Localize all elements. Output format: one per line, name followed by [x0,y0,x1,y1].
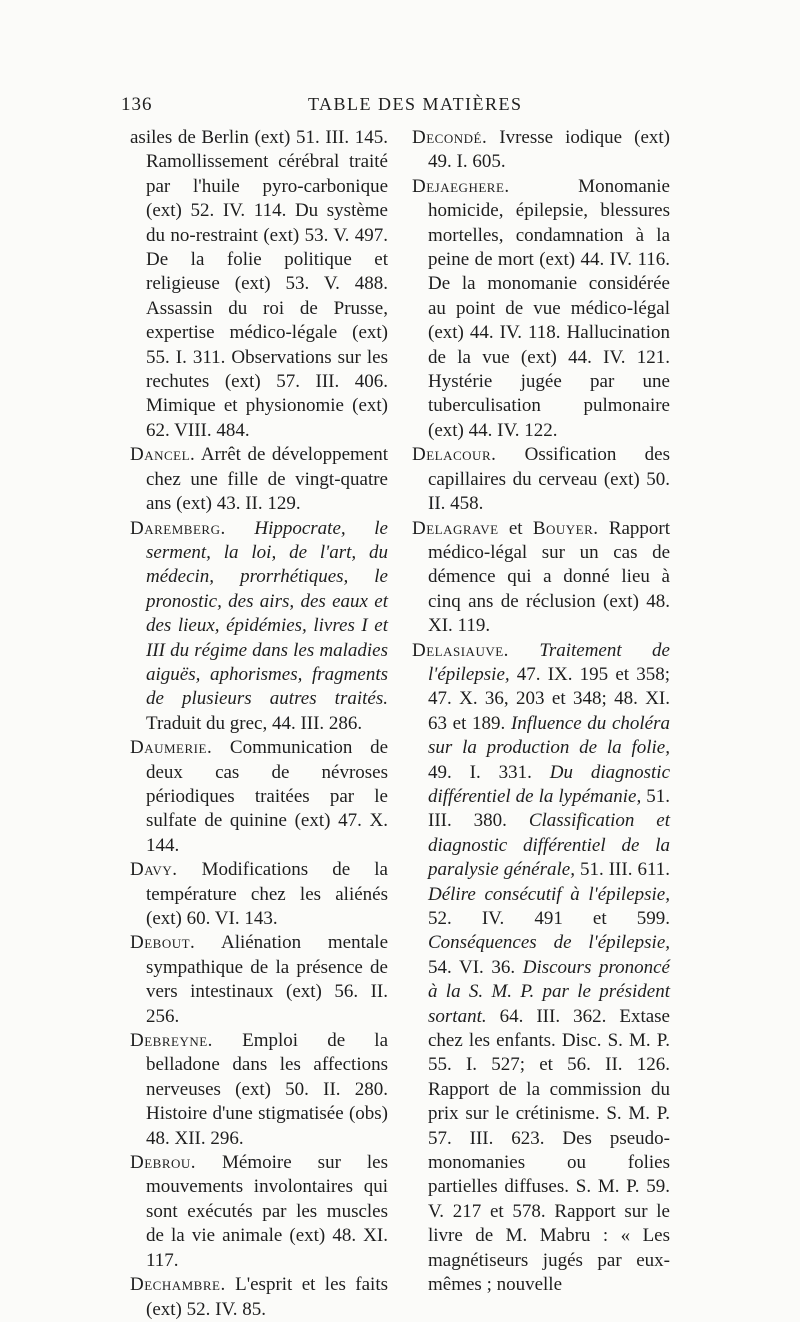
entry-title: Influence du choléra sur la production de la folie, [428,712,670,759]
author-name: Debrou. [130,1152,197,1174]
entry-title: Classification et diagnostic différentiel de la paralysie générale, [428,810,671,881]
author-name: Delacour. [412,444,497,466]
entry-text: 51. III. 380. [428,785,671,832]
entry-text: Modifications de la température chez les aliénés (ext) 60. VI. 143. [146,859,388,929]
author-name: Dejaeghere. [412,175,510,197]
entry-text: Emploi de la belladone dans les affections nerveuses (ext) 50. II. 280. Histoire d'une stigmatisée (obs) 48. XII. 296. [146,1030,389,1149]
page-header [0,94,800,124]
entry-text: Communication de deux cas de névroses périodiques traitées par le sulfate de quinine (ext) 47. X. 144. [146,737,388,856]
index-entry-dechambre [130,1273,388,1322]
entry-text: 49. I. 331. [428,761,532,783]
right-column [412,126,670,1298]
entry-title: Délire consécutif à l'épilepsie, [428,883,670,905]
entry-title: Conséquences de l'épilepsie, [428,932,670,954]
entry-text: 47. IX. 195 et 358; 47. X. 36, 203 et 348; 48. XI. 63 et 189. [428,663,670,734]
index-entry-delasiauve [412,639,670,1298]
index-entry-debreyne [130,1029,388,1151]
index-entry-debrou [130,1151,388,1273]
entry-text: Arrêt de développement chez une fille de vingt-quatre ans (ext) 43. II. 129. [146,444,388,515]
entry-title: Du diagnostic différentiel de la lypémanie, [428,761,671,807]
entry-text: 64. III. 362. Extase chez les enfants. Disc. S. M. P. 55. I. 527; et 56. II. 126. Rapport de la commission du prix sur le crétinisme. S. M. P. 57. III. 623. Des pseudo-monomanies ou folies partielles diffuses. S. M. P. 59. V. 217 et 578. Rapport sur le livre de M. Mabru : « Les magnétiseurs jugés par eux-mêmes ; nouvelle [428,1005,670,1296]
entry-title: Hippocrate, le serment, la loi, de l'art, du médecin, prorrhétiques, le pronostic, des airs, des eaux et des lieux, épidémies, livres I et III du régime dans les maladies aiguës, aphorismes, fragments de plusieurs autres traités. [146,517,388,710]
index-entry-delagrave [412,517,670,639]
left-column [130,126,388,1322]
entry-text: L'esprit et les faits (ext) 52. IV. 85. [146,1274,389,1320]
author-name: Davy. [130,859,178,881]
running-title: TABLE DES MATIÈRES [308,94,523,114]
entry-text: Monomanie homicide, épilepsie, blessures mortelles, condamnation à la peine de mort (ext) 44. IV. 116. De la monomanie considérée au point de vue médico-légal (ext) 44. IV. 118. Hallucination de la vue (ext) 44. IV. 121. Hystérie jugée par une tuberculisation pulmonaire (ext) 44. IV. 122. [428,175,670,441]
conjunction: et [508,517,523,539]
index-entry-delacour [412,443,670,516]
index-entry-continued [130,126,388,443]
author-name: Daremberg. [130,517,226,539]
index-entry-dancel [130,443,388,516]
author-name: Debreyne. [130,1030,213,1052]
entry-title: Traitement de l'épilepsie, [428,639,670,685]
entry-text: Traduit du grec, 44. III. 286. [146,712,363,734]
entry-text: 54. VI. 36. [428,956,516,978]
author-name: Daumerie. [130,737,213,759]
author-name: Debout. [130,932,196,954]
page-number: 136 [121,94,153,115]
index-entry-davy [130,858,388,931]
author-name: Decondé. [412,127,488,148]
entry-text: asiles de Berlin (ext) 51. III. 145. Ramollissement cérébral traité par l'huile pyro-carbonique (ext) 52. IV. 114. Du système du no-restraint (ext) 53. V. 497. De la folie politique et religieuse (ext) 53. V. 488. Assassin du roi de Prusse, expertise médico-légale (ext) 55. I. 311. Observations sur les rechutes (ext) 57. III. 406. Mimique et physionomie (ext) 62. VIII. 484. [130,127,388,441]
entry-title: Discours prononcé à la S. M. P. par le président sortant. [428,956,670,1027]
author-name-2: Bouyer. [532,517,599,539]
index-entry-daumerie [130,736,388,858]
entry-text: 51. III. 611. [579,859,671,881]
entry-text: Rapport médico-légal sur un cas de démence qui a donné lieu à cinq ans de réclusion (ext) 48. XI. 119. [428,517,671,637]
index-entry-debout [130,931,388,1029]
index-entry-daremberg [130,517,388,737]
entry-text: Ossification des capillaires du cerveau (ext) 50. II. 458. [428,444,670,515]
index-entry-deconde [412,126,670,175]
entry-text: 52. IV. 491 et 599. [428,908,670,929]
entry-text: Aliénation mentale sympathique de la présence de vers intestinaux (ext) 56. II. 256. [146,932,389,1027]
entry-text: Ivresse iodique (ext) 49. I. 605. [428,127,670,173]
author-name: Delasiauve. [412,639,509,661]
author-name: Delagrave [412,517,499,539]
entry-text: Mémoire sur les mouvements involontaires qui sont exécutés par les muscles de la vie animale (ext) 48. XI. 117. [146,1152,388,1271]
author-name: Dancel. [130,444,196,466]
index-entry-dejaeghere [412,175,670,443]
author-name: Dechambre. [130,1274,226,1296]
